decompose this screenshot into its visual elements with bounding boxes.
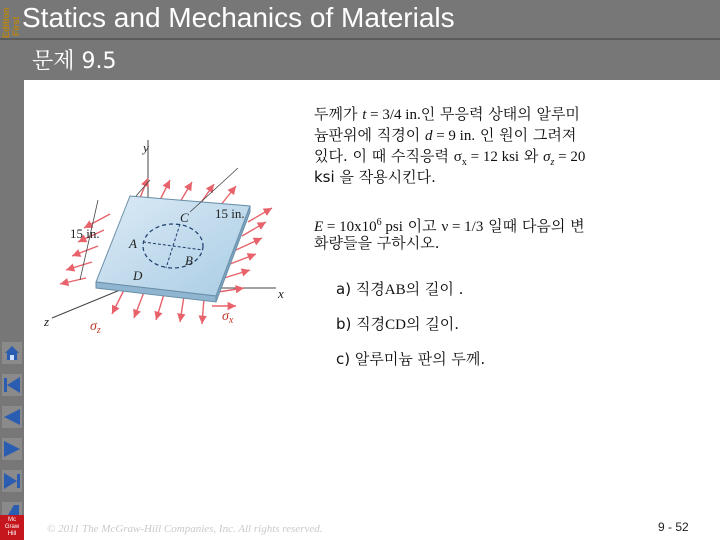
line2-post: 인 원이 그려져 [475, 126, 577, 144]
question-b [336, 313, 459, 334]
problem-line-1 [314, 104, 580, 126]
diameter-variable: d [424, 128, 433, 144]
copyright-text: © 2011 The McGraw-Hill Companies, Inc. All rights reserved. [47, 523, 323, 535]
arrow-x-6 [218, 288, 244, 292]
logo-line-3: Hill [7, 531, 17, 537]
z-axis-label: z [44, 314, 50, 329]
logo-line-1: Mc [8, 517, 16, 523]
slide-header [0, 0, 720, 80]
plate-figure [40, 130, 305, 350]
last-slide-icon[interactable] [2, 470, 22, 492]
sigma-z-value: = 20 [554, 149, 586, 165]
line5-mid: 이고 [402, 217, 442, 235]
arrow-zb-5 [140, 178, 148, 198]
modulus-variable: E [314, 219, 324, 235]
arrow-zf-2 [134, 292, 144, 318]
dim-top-label: 15 in. [215, 206, 245, 221]
problem-title: 문제 9.5 [32, 49, 117, 74]
problem-line-4: ksi 을 작용시킨다. [314, 168, 436, 186]
sigma-z-sub-text: z [550, 157, 555, 168]
home-icon[interactable] [2, 342, 22, 364]
problem-line-6: 화량들을 구하시오. [314, 234, 440, 252]
first-slide-icon[interactable] [2, 374, 22, 396]
thickness-variable: t [362, 107, 367, 123]
question-c: c) 알루미늄 판의 두께. [336, 350, 486, 368]
question-a-prefix: a) 직경 [336, 280, 385, 298]
line2-pre: 늄판위에 직경이 [314, 126, 425, 144]
arrow-zf-4 [180, 296, 184, 322]
edition-first-text: First [11, 16, 21, 36]
arrow-x-1 [248, 208, 272, 222]
navigation-sidebar [0, 80, 24, 540]
sigma-x-value: = 12 ksi [466, 149, 520, 165]
sigma-x-symbol-text: σ [453, 149, 462, 165]
point-c-label: C [180, 210, 189, 225]
sigma-z-label [90, 319, 101, 336]
arrow-xl-3 [72, 246, 98, 256]
modulus-value: = 10x10 [323, 219, 377, 235]
question-a-ref: AB [384, 282, 406, 298]
y-axis-label: y [143, 140, 149, 155]
sigma-z-symbol-text: σ [543, 149, 551, 165]
line1-post: 인 무응력 상태의 알루미 [420, 105, 580, 123]
thickness-value: = 3/4 in. [366, 107, 421, 123]
arrow-zb-2 [180, 182, 192, 202]
page-number: 9 - 52 [658, 520, 689, 534]
sigma-x-sub-text: x [461, 157, 467, 168]
mcgraw-hill-logo [0, 515, 24, 540]
arrow-xl-5 [60, 278, 86, 284]
z-axis-line [52, 290, 120, 318]
line3-post: 와 [519, 147, 544, 165]
question-a [336, 278, 463, 299]
logo-line-2: Graw [4, 524, 20, 530]
question-b-ref: CD [385, 317, 406, 333]
course-title: Statics and Mechanics of Materials [22, 2, 455, 33]
question-a-suffix: 의 길이 . [405, 280, 464, 298]
point-a-label: A [129, 236, 137, 251]
sigma-z-subscript: z [96, 325, 101, 336]
dim-left-label: 15 in. [70, 226, 100, 241]
arrow-zf-1 [112, 290, 124, 314]
question-b-suffix: 의 길이. [405, 315, 459, 333]
header-divider [0, 38, 720, 40]
arrow-zb-1 [160, 180, 170, 200]
next-slide-icon[interactable] [2, 438, 22, 460]
arrow-zf-5 [202, 298, 204, 324]
line3-pre: 있다. 이 때 수직응력 [314, 147, 454, 165]
x-axis-label: x [278, 286, 284, 301]
modulus-exponent: 6 [376, 217, 382, 228]
edition-label [0, 0, 21, 40]
sigma-z-symbol: σ [90, 319, 97, 334]
sigma-x-subscript: x [228, 315, 234, 326]
sigma-x-label [222, 309, 234, 326]
point-d-label: D [133, 268, 143, 283]
point-b-label: B [185, 253, 193, 268]
question-b-prefix: b) 직경 [336, 315, 386, 333]
modulus-unit: psi [381, 219, 403, 235]
poisson-ratio: ν = 1/3 [441, 219, 484, 235]
previous-slide-icon[interactable] [2, 406, 22, 428]
problem-line-2 [314, 125, 576, 147]
arrow-zf-3 [156, 294, 164, 320]
arrow-zb-4 [220, 186, 236, 206]
edition-edition-text: Edition [1, 7, 11, 38]
diameter-value: = 9 in. [432, 128, 476, 144]
arrow-xl-4 [66, 262, 92, 270]
line5-post: 일때 다음의 변 [483, 217, 585, 235]
sigma-x-symbol: σ [222, 309, 229, 324]
line1-pre: 두께가 [314, 105, 363, 123]
